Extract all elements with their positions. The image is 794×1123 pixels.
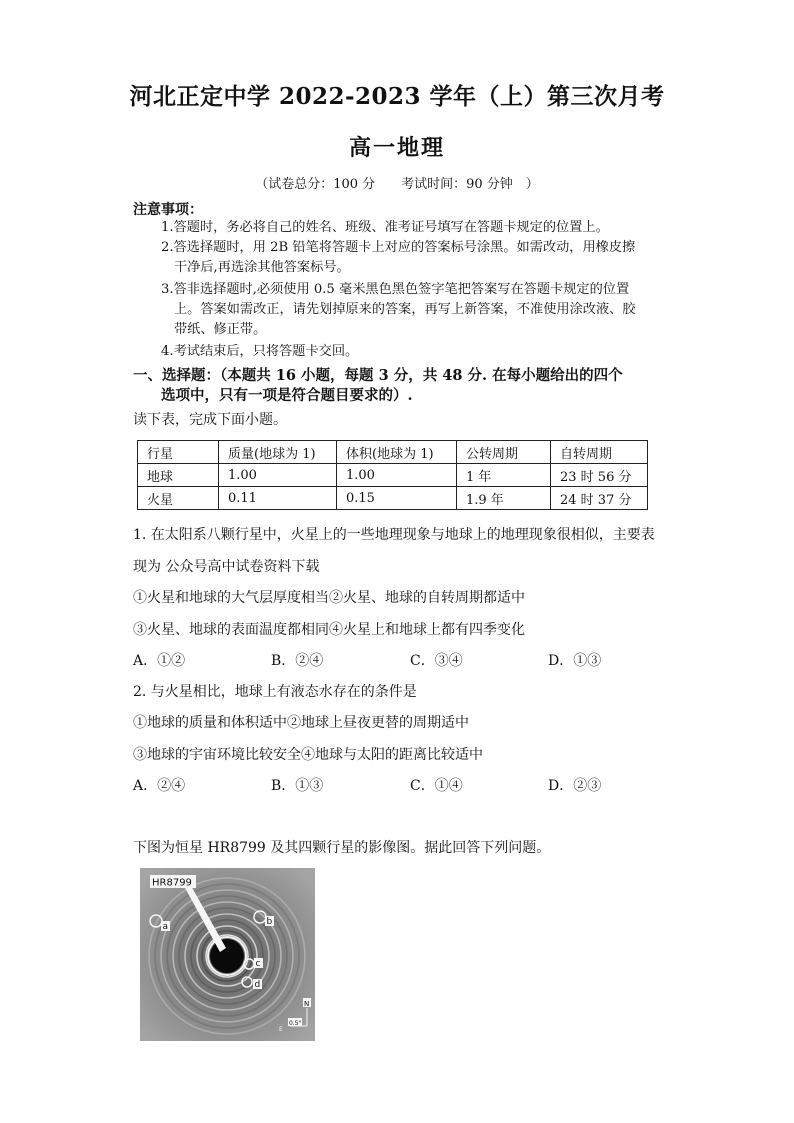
table-header-cell: 质量(地球为 1) [219, 441, 337, 464]
table-row [138, 487, 648, 510]
notice-line: 1.答题时，务必将自己的姓名、班级、准考证号填写在答题卡规定的位置上。 [161, 220, 609, 235]
notice-line: 干净后,再选涂其他答案标号。 [174, 260, 350, 275]
star-label: HR8799 [152, 877, 192, 889]
planet-table [137, 440, 648, 510]
table-cell: 0.11 [219, 487, 337, 510]
question-2-statement: ③地球的宇宙环境比较安全④地球与太阳的距离比较适中 [133, 747, 483, 763]
hr8799-image [140, 868, 315, 1041]
table-intro: 读下表，完成下面小题。 [133, 412, 287, 428]
exam-subject: 高一地理 [348, 135, 445, 161]
question-1-stem: 1. 在太阳系八颗行星中，火星上的一些地理现象与地球上的地理现象很相似，主要表 [133, 527, 655, 543]
table-cell: 0.15 [337, 487, 457, 510]
question-1-statement: ①火星和地球的大气层厚度相当②火星、地球的自转周期都适中 [133, 590, 525, 606]
question-2-statement: ①地球的质量和体积适中②地球上昼夜更替的周期适中 [133, 715, 469, 731]
notice-line: 带纸、修正带。 [174, 322, 267, 337]
section-heading-cont: 选项中，只有一项是符合题目要求的）. [161, 387, 413, 404]
notice-heading: 注意事项： [133, 202, 203, 218]
table-header-row [138, 441, 648, 464]
question-1-statement: ③火星、地球的表面温度都相同④火星上和地球上都有四季变化 [133, 622, 525, 638]
star-core [210, 939, 244, 973]
planet-d-label: d [254, 980, 261, 990]
scale-bar [288, 1018, 302, 1027]
table-header-cell: 体积(地球为 1) [337, 441, 457, 464]
question-1-option-c: C．③④ [410, 653, 463, 669]
question-1-stem-cont: 现为 公众号高中试卷资料下载 [133, 559, 320, 575]
planet-a-label: a [162, 922, 169, 932]
question-2-option-d: D．②③ [548, 778, 602, 794]
notice-line: 2.答选择题时，用 2B 铅笔将答题卡上对应的答案标号涂黑。如需改动，用橡皮擦 [161, 240, 636, 255]
exam-info: （试卷总分：100 分 考试时间：90 分钟 ） [255, 177, 539, 192]
svg-text:E: E [279, 1026, 283, 1033]
question-2-stem: 2. 与火星相比，地球上有液态水存在的条件是 [133, 684, 417, 700]
planet-c-label: c [255, 959, 261, 969]
table-cell: 1.00 [219, 464, 337, 487]
figure-intro: 下图为恒星 HR8799 及其四颗行星的影像图。据此回答下列问题。 [133, 840, 551, 856]
svg-text:0.5": 0.5" [289, 1020, 302, 1027]
question-1-option-b: B．②④ [271, 653, 324, 669]
section-heading: 一、选择题：（本题共 16 小题，每题 3 分，共 48 分. 在每小题给出的四个 [133, 367, 623, 384]
table-cell: 24 时 37 分 [551, 487, 648, 510]
exam-title: 河北正定中学 2022-2023 学年（上）第三次月考 [129, 83, 665, 110]
table-cell: 1.00 [337, 464, 457, 487]
table-row [138, 464, 648, 487]
svg-text:N: N [304, 1000, 310, 1008]
table-cell: 1.9 年 [457, 487, 551, 510]
planet-b-label: b [266, 917, 273, 927]
hr8799-image-svg [140, 868, 315, 1041]
table-cell: 地球 [138, 464, 219, 487]
table-header-cell: 行星 [138, 441, 219, 464]
notice-line: 上。答案如需改正，请先划掉原来的答案，再写上新答案，不准使用涂改液、胶 [174, 302, 636, 317]
table-cell: 1 年 [457, 464, 551, 487]
table-header-cell: 公转周期 [457, 441, 551, 464]
notice-line: 3.答非选择题时,必须使用 0.5 毫米黑色黑色签字笔把答案写在答题卡规定的位置 [161, 282, 630, 297]
question-1-option-d: D．①③ [548, 653, 602, 669]
question-2-option-a: A．②④ [133, 778, 186, 794]
table-cell: 火星 [138, 487, 219, 510]
question-1-option-a: A．①② [133, 653, 186, 669]
notice-line: 4.考试结束后，只将答题卡交回。 [161, 344, 359, 359]
table-header-cell: 自转周期 [551, 441, 648, 464]
question-2-option-b: B．①③ [271, 778, 324, 794]
table-cell: 23 时 56 分 [551, 464, 648, 487]
question-2-option-c: C．①④ [410, 778, 463, 794]
